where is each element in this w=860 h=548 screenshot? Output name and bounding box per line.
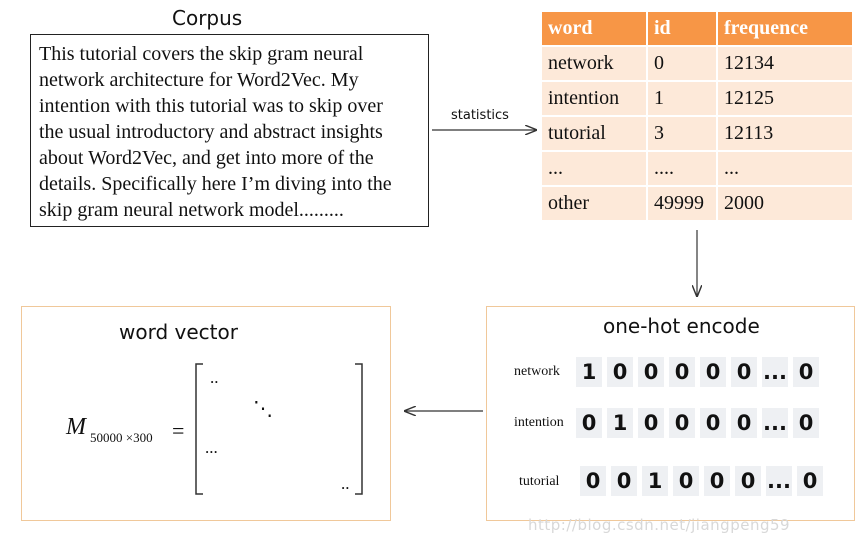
onehot-title: one-hot encode: [603, 314, 760, 338]
header-word: word: [542, 12, 646, 45]
cell-frequence: 12125: [718, 82, 852, 115]
matrix-symbol: M: [66, 414, 86, 440]
vocabulary-table: [540, 10, 854, 222]
cell-id: 49999: [648, 187, 716, 220]
header-frequence: frequence: [718, 12, 852, 45]
onehot-vector-intention: [576, 408, 824, 438]
corpus-line: This tutorial covers the skip gram neural: [39, 43, 364, 65]
corpus-line: network architecture for Word2Vec. My: [39, 69, 359, 91]
onehot-cell: 0: [576, 408, 602, 438]
table-row: [542, 82, 852, 115]
onehot-cell: 1: [576, 357, 602, 387]
onehot-cell: 0: [638, 408, 664, 438]
onehot-cell: 0: [731, 408, 757, 438]
onehot-cell: ...: [766, 466, 792, 496]
onehot-cell: 0: [669, 357, 695, 387]
watermark: http://blog.csdn.net/jiangpeng59: [528, 516, 791, 534]
matrix-entry-top-left: ..: [210, 368, 219, 387]
table-row: [542, 47, 852, 80]
onehot-cell: 0: [797, 466, 823, 496]
onehot-row-label: intention: [514, 415, 564, 430]
matrix-dimensions: 50000 ×300: [90, 430, 153, 445]
onehot-cell: 0: [704, 466, 730, 496]
onehot-cell: ...: [762, 357, 788, 387]
cell-frequence: 2000: [718, 187, 852, 220]
cell-id: ....: [648, 152, 716, 185]
onehot-cell: 0: [700, 408, 726, 438]
matrix-entry-diagonal: ⋱: [253, 398, 273, 420]
corpus-line: skip gram neural network model.........: [39, 199, 344, 221]
cell-frequence: 12134: [718, 47, 852, 80]
cell-frequence: ...: [718, 152, 852, 185]
table-row: [542, 117, 852, 150]
table-header-row: [542, 12, 852, 45]
matrix-entry-mid-left: ...: [205, 438, 218, 457]
statistics-label: statistics: [451, 108, 509, 123]
matrix-entry-bottom-right: ..: [341, 474, 350, 493]
corpus-line: the usual introductory and abstract insights: [39, 121, 383, 143]
onehot-cell: 0: [607, 357, 633, 387]
onehot-cell: 0: [611, 466, 637, 496]
onehot-cell: 0: [735, 466, 761, 496]
corpus-line: details. Specifically here I’m diving into the: [39, 173, 392, 195]
onehot-cell: 0: [669, 408, 695, 438]
onehot-vector-network: [576, 357, 824, 387]
corpus-title: Corpus: [172, 6, 243, 30]
cell-id: 1: [648, 82, 716, 115]
onehot-cell: 0: [793, 408, 819, 438]
onehot-row-label: tutorial: [519, 474, 560, 489]
word-vector-title: word vector: [119, 320, 238, 344]
cell-frequence: 12113: [718, 117, 852, 150]
onehot-cell: 0: [793, 357, 819, 387]
onehot-cell: 0: [731, 357, 757, 387]
cell-id: 3: [648, 117, 716, 150]
cell-word: network: [542, 47, 646, 80]
onehot-cell: ...: [762, 408, 788, 438]
onehot-cell: 0: [700, 357, 726, 387]
cell-word: intention: [542, 82, 646, 115]
onehot-cell: 0: [673, 466, 699, 496]
cell-word: ...: [542, 152, 646, 185]
table-row: [542, 152, 852, 185]
onehot-cell: 0: [638, 357, 664, 387]
corpus-line: about Word2Vec, and get into more of the: [39, 147, 374, 169]
cell-id: 0: [648, 47, 716, 80]
onehot-vector-tutorial: [580, 466, 828, 496]
corpus-line: intention with this tutorial was to skip over: [39, 95, 383, 117]
equals-sign: =: [172, 418, 185, 443]
onehot-cell: 1: [642, 466, 668, 496]
onehot-cell: 1: [607, 408, 633, 438]
table-row: [542, 187, 852, 220]
onehot-row-label: network: [514, 364, 560, 379]
cell-word: other: [542, 187, 646, 220]
cell-word: tutorial: [542, 117, 646, 150]
header-id: id: [648, 12, 716, 45]
onehot-cell: 0: [580, 466, 606, 496]
